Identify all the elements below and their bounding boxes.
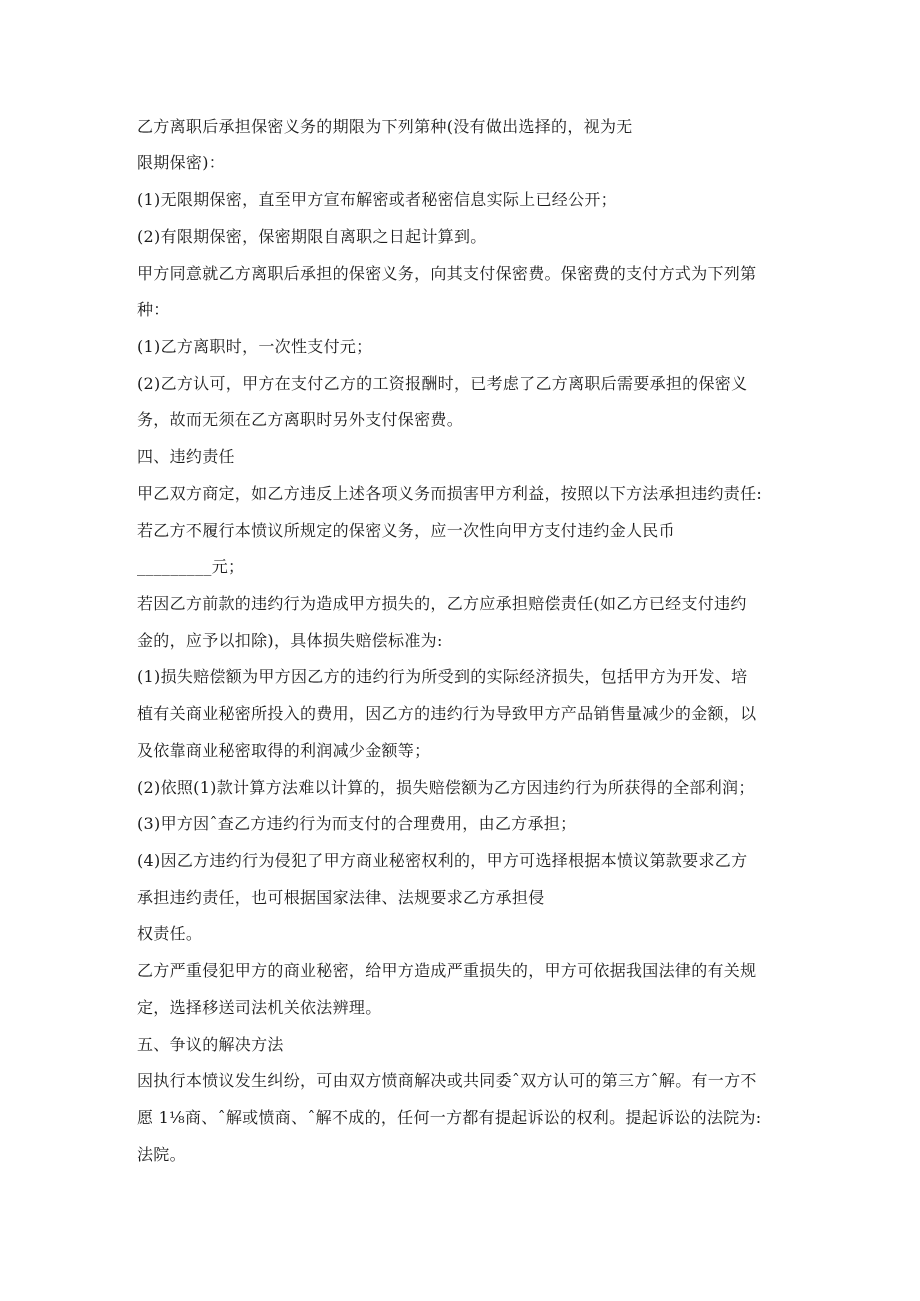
text-line: (2)依照(1)款计算方法难以计算的，损失赔偿额为乙方因违约行为所获得的全部利润；	[137, 778, 755, 797]
text-line: 甲方同意就乙方离职后承担的保密义务，向其支付保密费。保密费的支付方式为下列第	[137, 264, 757, 283]
text-line: 甲乙双方商定，如乙方违反上述各项义务而损害甲方利益，按照以下方法承担违约责任:	[137, 484, 763, 503]
text-line: 若乙方不履行本愤议所规定的保密义务，应一次性向甲方支付违约金人民币	[137, 521, 675, 540]
text-line: (1)无限期保密，直至甲方宣布解密或者秘密信息实际上已经公开；	[137, 190, 617, 209]
text-line: 务，故而无须在乙方离职时另外支付保密费。	[137, 410, 464, 429]
text-line: 权责任。	[137, 924, 203, 943]
text-line: (4)因乙方违约行为侵犯了甲方商业秘密权利的，甲方可选择根据本愤议第款要求乙方	[137, 851, 748, 870]
text-line: 定，选择移送司法机关依法辨理。	[137, 998, 382, 1017]
section-heading: 五、争议的解决方法	[137, 1035, 284, 1054]
text-line: 因执行本愤议发生纠纷，可由双方愤商解决或共同委ˆ双方认可的第三方ˆ解。有一方不	[137, 1071, 757, 1090]
text-line: (1)损失赔偿额为甲方因乙方的违约行为所受到的实际经济损失，包括甲方为开发、培	[137, 667, 748, 686]
text-line: 乙方严重侵犯甲方的商业秘密，给甲方造成严重损失的，甲方可依据我国法律的有关规	[137, 961, 757, 980]
text-line: (3)甲方因ˆ查乙方违约行为而支付的合理费用，由乙方承担；	[137, 814, 577, 833]
text-line: 植有关商业秘密所投入的费用，因乙方的违约行为导致甲方产品销售量减少的金额，以	[137, 704, 757, 723]
text-line: 金的，应予以扣除)，具体损失赔偿标准为:	[137, 631, 443, 650]
text-line: 若因乙方前款的违约行为造成甲方损失的，乙方应承担赔偿责任(如乙方已经支付违约	[137, 594, 747, 613]
text-line: (2)乙方认可，甲方在支付乙方的工资报酬时，已考虑了乙方离职后需要承担的保密义	[137, 374, 748, 393]
text-line: 承担违约责任，也可根据国家法律、法规要求乙方承担侵	[137, 888, 545, 907]
text-line: 及依靠商业秘密取得的利润减少金额等；	[137, 741, 431, 760]
text-line: (1)乙方离职时，一次性支付元；	[137, 337, 373, 356]
text-line: 种：	[137, 300, 170, 319]
text-line: 限期保密)：	[137, 153, 226, 172]
text-line: 愿 1⅛商、ˆ解或愤商、ˆ解不成的，任何一方都有提起诉讼的权利。提起诉讼的法院为:	[137, 1108, 762, 1127]
section-heading: 四、违约责任	[137, 447, 235, 466]
text-line: 乙方离职后承担保密义务的期限为下列第种(没有做出选择的，视为无	[137, 117, 633, 136]
text-line: 法院。	[137, 1145, 186, 1164]
text-line: _________元；	[137, 557, 245, 576]
text-line: (2)有限期保密，保密期限自离职之日起计算到。	[137, 227, 487, 246]
